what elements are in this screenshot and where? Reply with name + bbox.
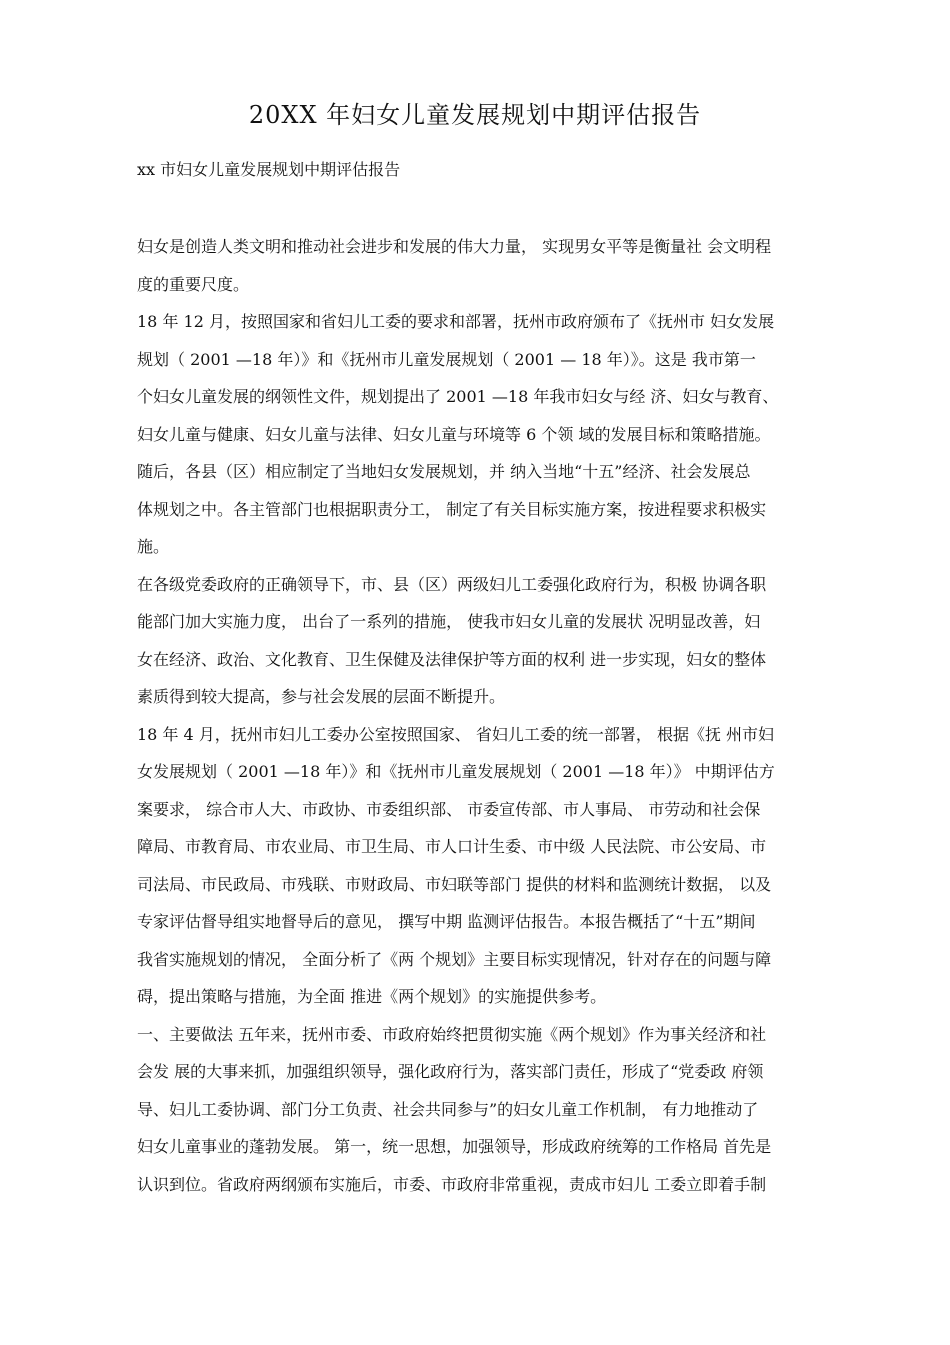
paragraph-line: 障局、市教育局、市农业局、市卫生局、市人口计生委、市中级 人民法院、市公安局、市	[137, 837, 767, 856]
paragraph-line: 施。	[137, 537, 170, 556]
paragraph-line: 18 年 4 月，抚州市妇儿工委办公室按照国家、 省妇儿工委的统一部署， 根据《抚 州市妇	[137, 724, 775, 744]
document-subtitle: xx 市妇女儿童发展规划中期评估报告	[137, 160, 401, 179]
paragraph-line: 妇女儿童事业的蓬勃发展。 第一，统一思想，加强领导，形成政府统筹的工作格局 首先是	[137, 1137, 772, 1156]
paragraph-line: 专家评估督导组实地督导后的意见， 撰写中期 监测评估报告。本报告概括了“十五”期间	[137, 912, 756, 931]
document-title: 20XX 年妇女儿童发展规划中期评估报告	[248, 101, 702, 129]
paragraph-line: 度的重要尺度。	[137, 274, 250, 294]
paragraph-line: 个妇女儿童发展的纲领性文件，规划提出了 2001 —18 年我市妇女与经 济、妇女与教育、	[137, 387, 779, 406]
paragraph-line: 会发 展的大事来抓，加强组织领导，强化政府行为，落实部门责任，形成了“党委政 府领	[137, 1062, 764, 1081]
paragraph-line: 妇女是创造人类文明和推动社会进步和发展的伟大力量， 实现男女平等是衡量社 会文明程	[137, 237, 772, 256]
paragraph-line: 能部门加大实施力度， 出台了一系列的措施， 使我市妇女儿童的发展状 况明显改善，妇	[137, 612, 761, 631]
paragraph-line: 我省实施规划的情况， 全面分析了《两 个规划》主要目标实现情况，针对存在的问题与障	[137, 949, 772, 969]
paragraph	[137, 303, 817, 566]
paragraph	[137, 716, 817, 1016]
paragraph-line: 认识到位。省政府两纲颁布实施后，市委、市政府非常重视，责成市妇儿 工委立即着手制	[137, 1174, 767, 1194]
paragraph-line: 案要求， 综合市人大、市政协、市委组织部、 市委宣传部、市人事局、 市劳动和社会保	[137, 799, 761, 819]
paragraph-line: 体规划之中。各主管部门也根据职责分工， 制定了有关目标实施方案，按进程要求积极实	[137, 499, 767, 519]
paragraph-line: 女发展规划（ 2001 —18 年）》和《抚州市儿童发展规划（ 2001 —18 年）》 中期评估方	[137, 762, 775, 781]
paragraph-line: 一、主要做法 五年来，抚州市委、市政府始终把贯彻实施《两个规划》作为事关经济和社	[137, 1024, 767, 1044]
paragraph-line: 随后，各县（区）相应制定了当地妇女发展规划，并 纳入当地“十五”经济、社会发展总	[137, 462, 751, 481]
paragraph-line: 18 年 12 月，按照国家和省妇儿工委的要求和部署，抚州市政府颁布了《抚州市 妇女发展	[137, 312, 775, 331]
paragraph-line: 素质得到较大提高，参与社会发展的层面不断提升。	[137, 687, 506, 706]
paragraph-line: 在各级党委政府的正确领导下，市、县（区）两级妇儿工委强化政府行为，积极 协调各职	[137, 574, 767, 594]
paragraph-line: 碍，提出策略与措施，为全面 推进《两个规划》的实施提供参考。	[137, 987, 607, 1006]
paragraph	[137, 228, 817, 303]
document-body	[137, 228, 817, 1203]
paragraph-line: 规划（ 2001 —18 年）》和《抚州市儿童发展规划（ 2001 — 18 年）》。这是 我市第一	[137, 349, 756, 369]
paragraph-line: 导、妇儿工委协调、部门分工负责、社会共同参与”的妇女儿童工作机制， 有力地推动了	[137, 1099, 759, 1119]
paragraph	[137, 566, 817, 716]
paragraph-line: 司法局、市民政局、市残联、市财政局、市妇联等部门 提供的材料和监测统计数据， 以及	[137, 874, 772, 894]
paragraph-line: 女在经济、政治、文化教育、卫生保健及法律保护等方面的权利 进一步实现，妇女的整体	[137, 649, 767, 669]
paragraph	[137, 1016, 817, 1204]
paragraph-line: 妇女儿童与健康、妇女儿童与法律、妇女儿童与环境等 6 个领 域的发展目标和策略措施。	[137, 424, 771, 444]
